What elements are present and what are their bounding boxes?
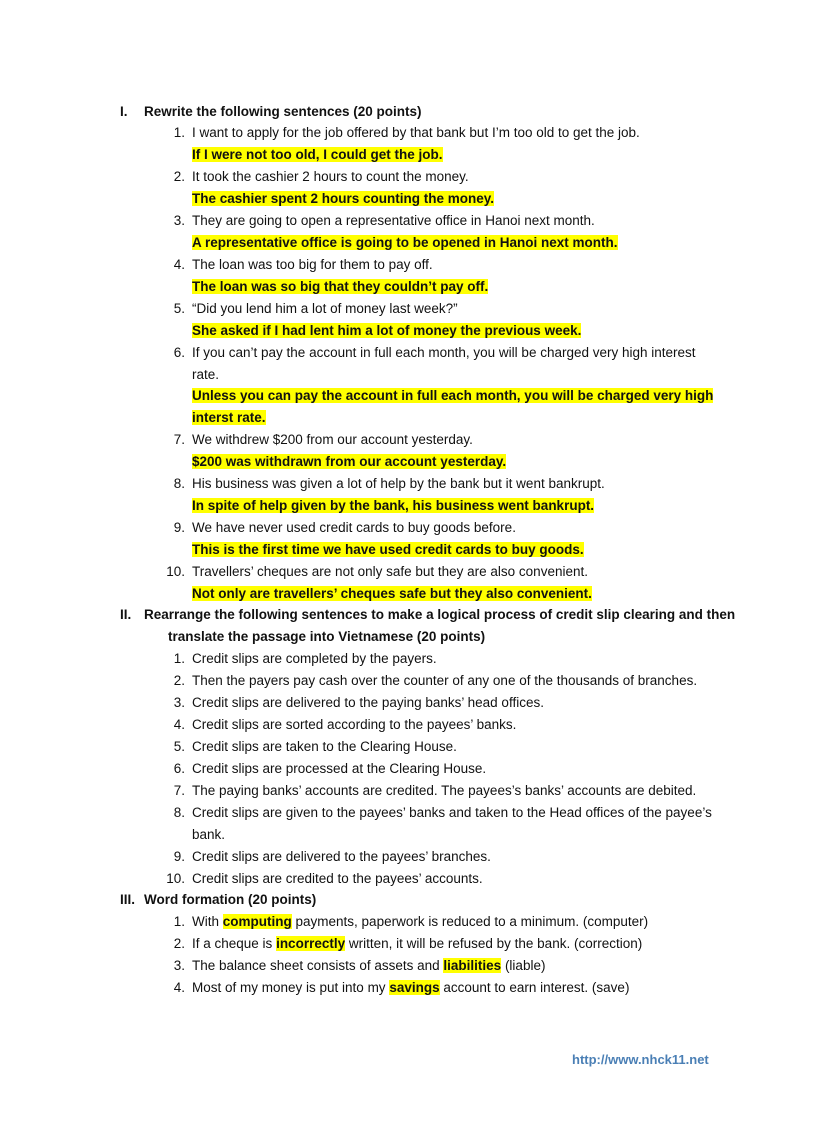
item-text: Credit slips are sorted according to the payees’ banks. <box>192 717 517 732</box>
answer-highlight: interst rate. <box>192 410 266 425</box>
text-after: written, it will be refused by the bank. (correction) <box>345 936 643 951</box>
item-question: If you can’t pay the account in full each month, you will be charged very high interest <box>192 345 696 360</box>
section-number: II. <box>120 607 132 622</box>
item-text: Credit slips are given to the payees’ banks and taken to the Head offices of the payee’s <box>192 805 712 820</box>
answer-word-highlight: computing <box>222 914 292 929</box>
item-text: Credit slips are completed by the payers. <box>192 651 437 666</box>
item-text: Credit slips are delivered to the payees’ branches. <box>192 849 491 864</box>
item-number: 4. <box>173 980 185 995</box>
item-number: 4. <box>173 717 185 732</box>
answer-word-highlight: liabilities <box>443 958 502 973</box>
item-text <box>192 933 642 955</box>
item-number: 3. <box>173 213 185 228</box>
answer-highlight: This is the first time we have used credit cards to buy goods. <box>192 542 584 557</box>
item-number: 2. <box>173 936 185 951</box>
item-number: 5. <box>173 739 185 754</box>
text-before: Most of my money is put into my <box>192 980 390 995</box>
item-number: 8. <box>173 805 185 820</box>
answer-highlight: Not only are travellers’ cheques safe but they also convenient. <box>192 586 592 601</box>
item-number: 8. <box>173 476 185 491</box>
item-number: 1. <box>173 651 185 666</box>
answer-highlight: If I were not too old, I could get the job. <box>192 147 443 162</box>
item-number: 4. <box>173 257 185 272</box>
item-text <box>192 977 629 999</box>
section-number: III. <box>120 892 136 907</box>
item-number: 10. <box>166 564 185 579</box>
item-number: 7. <box>173 432 185 447</box>
item-number: 9. <box>173 849 185 864</box>
item-number: 9. <box>173 520 185 535</box>
item-question: We withdrew $200 from our account yesterday. <box>192 432 473 447</box>
section-title-continued: translate the passage into Vietnamese (20 points) <box>168 629 486 644</box>
item-question: We have never used credit cards to buy goods before. <box>192 520 516 535</box>
item-question: Travellers’ cheques are not only safe but they are also convenient. <box>192 564 588 579</box>
item-question: It took the cashier 2 hours to count the money. <box>192 169 469 184</box>
item-text: Credit slips are taken to the Clearing House. <box>192 739 457 754</box>
answer-highlight: In spite of help given by the bank, his business went bankrupt. <box>192 498 595 513</box>
item-number: 5. <box>173 301 185 316</box>
item-number: 10. <box>166 871 185 886</box>
item-question: “Did you lend him a lot of money last week?” <box>192 301 458 316</box>
section-number: I. <box>120 104 128 119</box>
item-question: His business was given a lot of help by the bank but it went bankrupt. <box>192 476 605 491</box>
text-after: (liable) <box>501 958 546 973</box>
answer-word-highlight: savings <box>389 980 440 995</box>
item-text: Credit slips are delivered to the paying banks’ head offices. <box>192 695 544 710</box>
item-number: 3. <box>173 958 185 973</box>
item-text: Credit slips are credited to the payees’ accounts. <box>192 871 483 886</box>
answer-highlight: A representative office is going to be opened in Hanoi next month. <box>192 235 618 250</box>
section-title: Word formation (20 points) <box>144 892 317 907</box>
item-number: 2. <box>173 673 185 688</box>
text-before: The balance sheet consists of assets and <box>192 958 444 973</box>
item-text-continued: bank. <box>192 827 226 842</box>
item-number: 6. <box>173 761 185 776</box>
item-number: 7. <box>173 783 185 798</box>
item-number: 1. <box>173 125 185 140</box>
item-question: The loan was too big for them to pay off. <box>192 257 433 272</box>
answer-highlight: Unless you can pay the account in full each month, you will be charged very high <box>192 388 714 403</box>
item-question: They are going to open a representative office in Hanoi next month. <box>192 213 595 228</box>
item-number: 3. <box>173 695 185 710</box>
answer-highlight: She asked if I had lent him a lot of money the previous week. <box>192 323 582 338</box>
answer-word-highlight: incorrectly <box>276 936 346 951</box>
item-question: I want to apply for the job offered by that bank but I’m too old to get the job. <box>192 125 640 140</box>
answer-highlight: The cashier spent 2 hours counting the money. <box>192 191 495 206</box>
answer-highlight: The loan was so big that they couldn’t pay off. <box>192 279 489 294</box>
item-number: 2. <box>173 169 185 184</box>
text-before: If a cheque is <box>192 936 277 951</box>
item-text: Credit slips are processed at the Clearing House. <box>192 761 487 776</box>
item-text: The paying banks’ accounts are credited. The payees’s banks’ accounts are debited. <box>192 783 697 798</box>
footer-link[interactable]: http://www.nhck11.net <box>572 1052 709 1067</box>
item-text: Then the payers pay cash over the counter of any one of the thousands of branches. <box>192 673 698 688</box>
text-after: payments, paperwork is reduced to a minimum. (computer) <box>291 914 649 929</box>
answer-highlight: $200 was withdrawn from our account yesterday. <box>192 454 507 469</box>
item-number: 1. <box>173 914 185 929</box>
item-text <box>192 911 648 933</box>
item-question-continued: rate. <box>192 367 220 382</box>
item-text <box>192 955 545 977</box>
section-title: Rearrange the following sentences to make a logical process of credit slip clearing and then <box>144 607 736 622</box>
item-number: 6. <box>173 345 185 360</box>
section-title: Rewrite the following sentences (20 points) <box>144 104 422 119</box>
text-after: account to earn interest. (save) <box>439 980 630 995</box>
text-before: With <box>192 914 223 929</box>
